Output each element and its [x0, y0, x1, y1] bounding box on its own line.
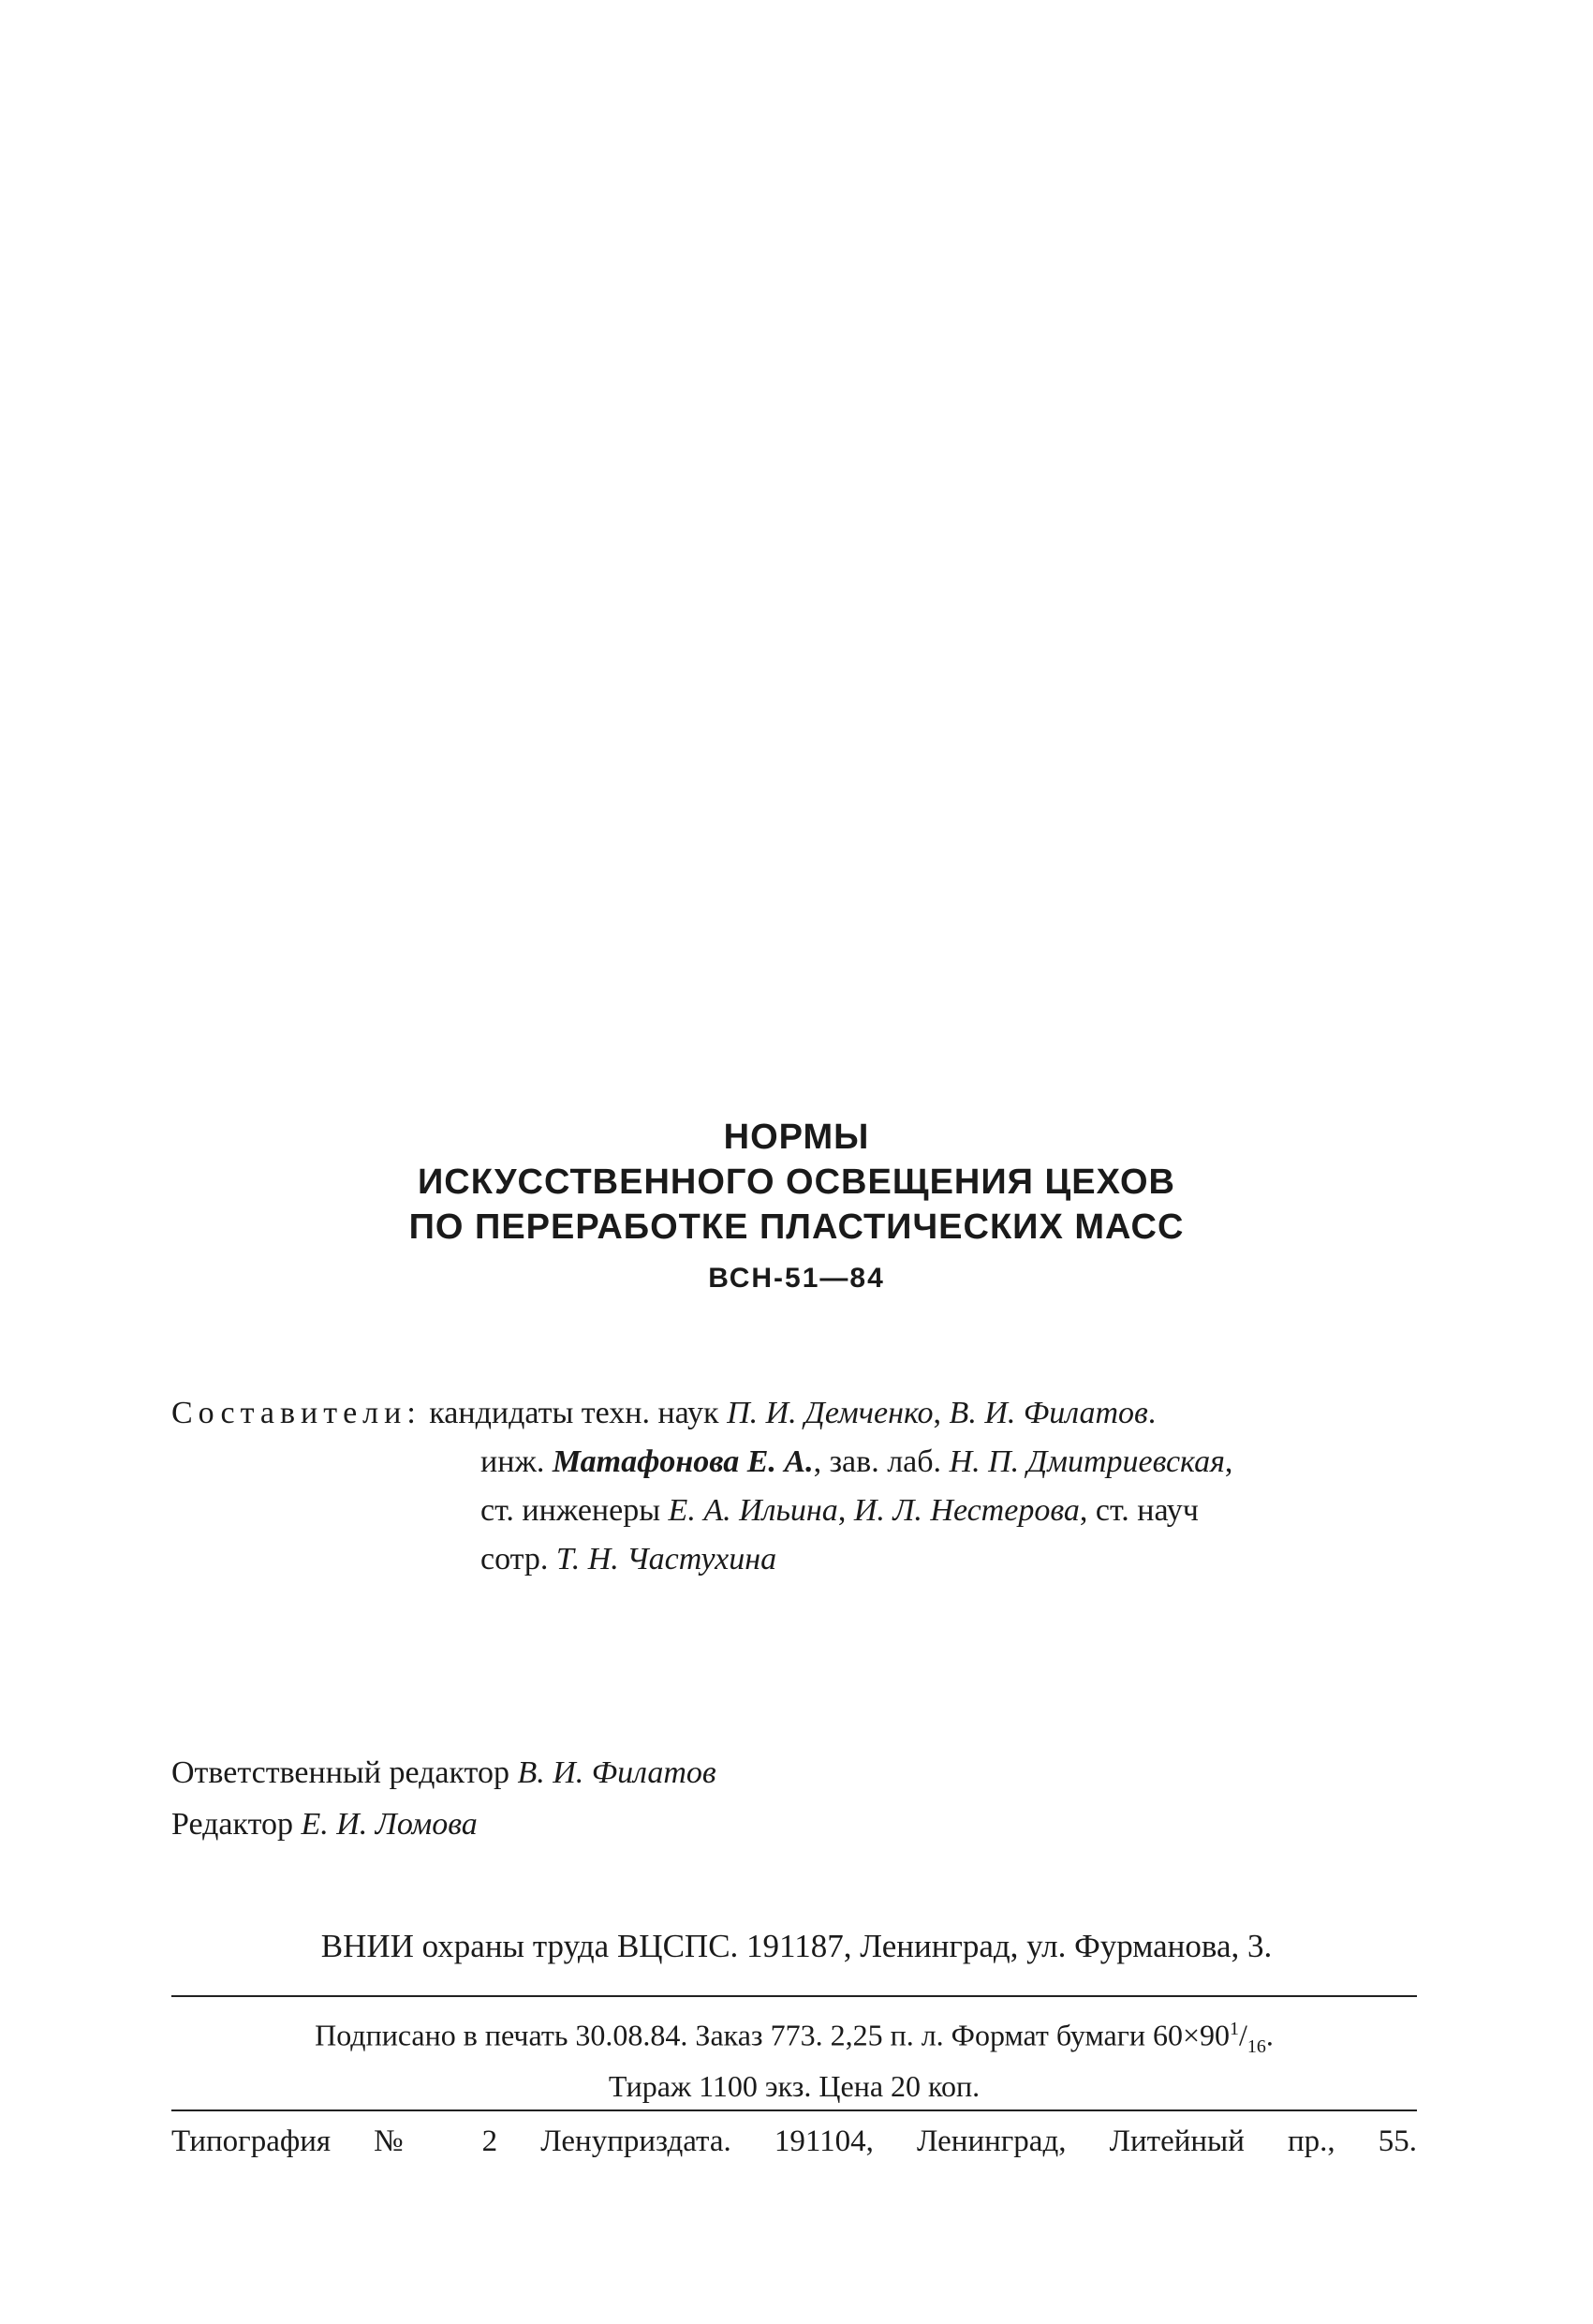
title-block	[0, 1115, 1593, 1295]
divider-top	[171, 1995, 1417, 1997]
compiler-name: П. И. Демченко	[727, 1396, 934, 1430]
compilers-block	[171, 1389, 1426, 1584]
title-line-2: ИСКУССТВЕННОГО ОСВЕЩЕНИЯ ЦЕХОВ	[417, 1162, 1176, 1202]
chief-editor-name: В. И. Филатов	[517, 1755, 716, 1790]
compiler-name: Н. П. Дмитриевская	[949, 1444, 1225, 1479]
imprint-format-sub: 16	[1246, 2036, 1266, 2058]
compiler-name: И. Л. Нестерова	[853, 1493, 1080, 1528]
document-code: ВСН-51—84	[708, 1263, 885, 1294]
chief-editor-label: Ответственный редактор	[171, 1755, 518, 1790]
compilers-text: сотр.	[480, 1542, 556, 1576]
compilers-label: Составители:	[171, 1396, 421, 1430]
editor-name: Е. И. Ломова	[301, 1807, 478, 1842]
imprint-format-sup: 1	[1230, 2019, 1240, 2039]
imprint-block	[171, 2009, 1417, 2106]
title-line-3: ПО ПЕРЕРАБОТКЕ ПЛАСТИЧЕСКИХ МАСС	[408, 1207, 1185, 1247]
compilers-separator: ,	[837, 1493, 854, 1528]
compilers-text: , зав. лаб.	[813, 1444, 950, 1479]
imprint-format-slash: /	[1239, 2018, 1247, 2052]
publisher-address: ВНИИ охраны труда ВЦСПС. 191187, Ленинград, ул. Фурманова, 3.	[320, 1928, 1273, 1964]
imprint-line-1	[171, 2009, 1417, 2066]
divider-bottom	[171, 2109, 1417, 2111]
compilers-row-1	[171, 1389, 1426, 1438]
compilers-text: инж.	[480, 1444, 553, 1479]
imprint-line-2: Тираж 1100 экз. Цена 20 коп.	[608, 2069, 981, 2104]
compilers-punct: ,	[1224, 1444, 1233, 1479]
compilers-row-3	[171, 1487, 1426, 1535]
printer-address: Типография № 2 Ленуприздата. 191104, Ленинград, Литейный пр., 55.	[171, 2124, 1417, 2158]
compilers-row-4	[171, 1535, 1426, 1584]
compilers-text: ст. инженеры	[480, 1493, 669, 1528]
imprint-text: Подписано в печать 30.08.84. Заказ 773. 2,25 п. л. Формат бумаги 60×90	[315, 2018, 1231, 2052]
compilers-text: кандидаты техн. наук	[429, 1396, 728, 1430]
compiler-name: Е. А. Ильина	[668, 1493, 838, 1528]
compilers-row-2	[171, 1438, 1426, 1487]
compiler-name: Т. Н. Частухина	[555, 1542, 777, 1576]
compiler-name: Матафонова Е. А.	[552, 1444, 814, 1479]
compilers-separator: ,	[933, 1396, 950, 1430]
compilers-punct: .	[1147, 1396, 1157, 1430]
title-heading: НОРМЫ	[723, 1118, 870, 1157]
compiler-name: В. И. Филатов	[949, 1396, 1148, 1430]
imprint-punct: .	[1265, 2018, 1274, 2052]
editor-line	[171, 1799, 716, 1850]
editors-block	[171, 1747, 716, 1850]
chief-editor-line	[171, 1747, 716, 1799]
editor-label: Редактор	[171, 1807, 302, 1842]
compilers-text: , ст. науч	[1079, 1493, 1199, 1528]
